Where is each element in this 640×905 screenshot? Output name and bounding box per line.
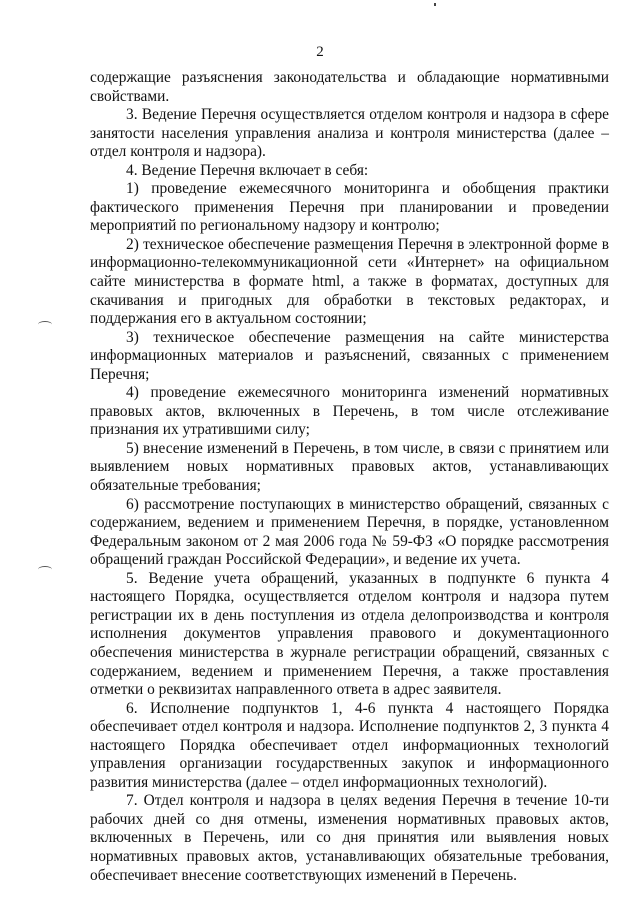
paragraph-item-4: 4. Ведение Перечня включает в себя: <box>126 161 369 179</box>
subitem-5: 5) внесение изменений в Перечень, в том числе, в связи с принятием или выявлением новых нормативных правовых актов, устанавливающих обязательные требования; <box>90 439 609 495</box>
subitem-2: 2) техническое обеспечение размещения Перечня в электронной форме в информационно-телекоммуникационной сети «Интернет» на официальном сайте министерства в формате html, а также в форматах, доступных для скачивания и пригодных для обработки в текстовых редакторах, и поддержания его в актуальном состоянии; <box>90 235 609 328</box>
subitem-1: 1) проведение ежемесячного мониторинга и обобщения практики фактического применения Перечня при планировании и проведении мероприятий по региональному надзору и контролю; <box>90 180 609 235</box>
paragraph-item-7: 7. Отдел контроля и надзора в целях ведения Перечня в течение 10-ти рабочих дней со дня отмены, изменения нормативных правовых актов, включенных в Перечень, или со дня принятия или выявления новых нормативных правовых актов, устанавливающих обязательные требования, обеспечивает внесение соответствующих изменений в Перечень. <box>90 792 609 884</box>
paragraph-item-6: 6. Исполнение подпунктов 1, 4-6 пункта 4 настоящего Порядка обеспечивает отдел контроля и надзора. Исполнение подпунктов 2, 3 пункта 4 настоящего Порядка обеспечивает отдел информационных технологий управления организации государственных закупок и информационного развития министерства (далее – отдел информационных технологий). <box>90 699 609 791</box>
subitem-6: 6) рассмотрение поступающих в министерство обращений, связанных с содержанием, ведением и применением Перечня, в порядке, установленном Федеральным законом от 2 мая 2006 года № 59-ФЗ «О порядке рассмотрения обращений граждан Российской Федерации», и ведение их учета. <box>90 495 609 569</box>
paragraph-item-3: 3. Ведение Перечня осуществляется отделом контроля и надзора в сфере занятости населения управления анализа и контроля министерства (далее – отдел контроля и надзора). <box>90 106 609 161</box>
subitem-4: 4) проведение ежемесячного мониторинга изменений нормативных правовых актов, включенных в Перечень, в том числе отслеживание признания их утратившими силу; <box>90 384 609 439</box>
paragraph-continuation: содержащие разъяснения законодательства и обладающие нормативными свойствами. <box>90 69 609 105</box>
scan-speck <box>434 3 436 6</box>
scan-margin-mark <box>38 321 52 328</box>
subitem-3: 3) техническое обеспечение размещения на сайте министерства информационных материалов и разъяснений, связанных с применением Перечня; <box>90 328 609 383</box>
document-body <box>90 69 609 885</box>
scan-margin-mark <box>38 566 52 573</box>
page-number: 2 <box>316 44 324 60</box>
paragraph-item-5: 5. Ведение учета обращений, указанных в подпункте 6 пункта 4 настоящего Порядка, осуществляется отделом контроля и надзора путем регистрации их в день поступления из отдела делопроизводства и контроля исполнения документов управления правового и документационного обеспечения министерства в журнале регистрации обращений, связанных с содержанием, ведением и применением Перечня, а также проставления отметки о реквизитах направленного ответа в адрес заявителя. <box>90 569 609 699</box>
